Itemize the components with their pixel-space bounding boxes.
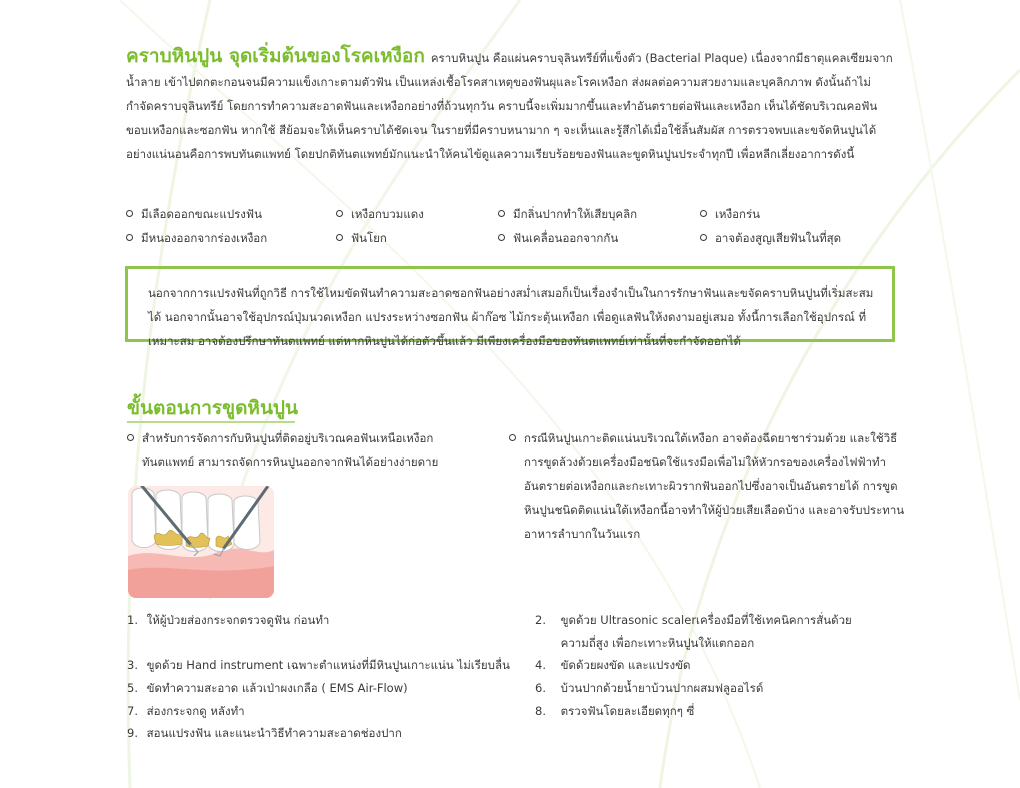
step-item: 8. ตรวจฟันโดยละเอียดทุกๆ ซี่ (535, 704, 695, 718)
symptom-item: มีกลิ่นปากทำให้เสียบุคลิก (498, 203, 637, 225)
symptom-item: เหงือกร่น (700, 203, 760, 225)
step-item: 6. บ้วนปากด้วยน้ำยาบ้วนปากผสมฟลูออไรด์ (535, 681, 764, 695)
ring-bullet-icon (126, 210, 133, 217)
ring-bullet-icon (700, 210, 707, 217)
procedure-title: ขั้นตอนการขูดหินปูน (127, 397, 298, 419)
tip-text: นอกจากการแปรงฟันที่ถูกวิธี การใช้ไหมขัดฟันทำความสะอาดซอกฟันอย่างสม่ำเสมอก็เป็นเรื่องจำเป็นในการรักษาฟันและขจัดคราบหินปูนที่เริ่มสะสมได้ นอกจากนั้นอาจใช้อุปกรณ์ปุ่มนวดเหงือก แปรงระหว่างซอกฟัน ผ้าก๊อซ ไม้กระตุ้นเหงือก เพื่อดูแลฟันให้งดงามอยู่เสมอ ทั้งนี้การเลือกใช้อุปกรณ์ ที่เหมาะสม อาจต้องปรึกษาทันตแพทย์ แต่หากหินปูนได้ก่อตัวขึ้นแล้ว มีเพียงเครื่องมือของทันตแพทย์เท่านั้นที่จะกำจัดออกได้ (148, 286, 874, 348)
tip-box (125, 266, 895, 348)
intro-body: คราบหินปูน คือแผ่นคราบจุลินทรีย์ที่แข็งตัว (Bacterial Plaque) เนื่องจากมีธาตุแคลเซียมจากน้ำลาย เข้าไปตกตะกอนจนมีความแข็งเกาะตามตัวฟัน เป็นแหล่งเชื้อโรคสาเหตุของฟันผุและโรคเหงือก ส่งผลต่อความสวยงามและบุคลิกภาพ ดังนั้นถ้าไม่กำจัดคราบจุลินทรีย์ โดยการทำความสะอาดฟันและเหงือกอย่างที่ถ้วนทุกวัน คราบนี้จะเพิ่มมากขึ้นและทำอันตรายต่อฟันและเหงือก เห็นได้ชัดบริเวณคอฟัน ขอบเหงือกและซอกฟัน หากใช้ สีย้อมจะให้เห็นคราบได้ชัดเจน ในรายที่มีคราบหนามาก ๆ จะเห็นและรู้สึกได้เมื่อใช้ลิ้นสัมผัส การตรวจพบและขจัดหินปูนได้อย่างแน่นอนคือการพบทันตแพทย์ โดยปกติทันตแพทย์มักแนะนำให้คนไข้ดูแลความเรียบร้อยของฟันและขูดหินปูนประจำทุกปี เพื่อหลีกเลี่ยงอาการดังนี้ (126, 51, 893, 161)
procedure-subgingival (509, 426, 909, 546)
ring-bullet-icon (700, 234, 707, 241)
step-item: 1. ให้ผู้ป่วยส่องกระจกตรวจดูฟัน ก่อนทำ (127, 613, 330, 627)
ring-bullet-icon (336, 210, 343, 217)
step-item: 4. ขัดด้วยผงขัด และแปรงขัด (535, 658, 691, 672)
ring-bullet-icon (509, 434, 516, 441)
symptom-item: เหงือกบวมแดง (336, 203, 424, 225)
ring-bullet-icon (498, 210, 505, 217)
title-underline (127, 421, 295, 423)
step-item: 5. ขัดทำความสะอาด แล้วเป่าผงเกลือ ( EMS Air-Flow) (127, 681, 408, 695)
intro-heading: คราบหินปูน จุดเริ่มต้นของโรคเหงือก (126, 45, 425, 67)
ring-bullet-icon (336, 234, 343, 241)
procedure-supragingival (127, 426, 477, 474)
step-item: 7. ส่องกระจกดู หลังทำ (127, 704, 245, 718)
symptom-item: อาจต้องสูญเสียฟันในที่สุด (700, 227, 841, 249)
intro-paragraph (126, 44, 896, 166)
symptom-item: ฟันโยก (336, 227, 387, 249)
ring-bullet-icon (498, 234, 505, 241)
dental-scaling-illustration (128, 486, 274, 598)
step-item-continued: ความถี่สูง เพื่อกะเทาะหินปูนให้แตกออก (560, 636, 755, 650)
ring-bullet-icon (126, 234, 133, 241)
symptom-list (126, 203, 906, 251)
procedure-left-text: สำหรับการจัดการกับหินปูนที่ติดอยู่บริเวณคอฟันเหนือเหงือก ทันตแพทย์ สามารถจัดการหินปูนออกจากฟันได้อย่างง่ายดาย (142, 431, 439, 469)
procedure-right-text: กรณีหินปูนเกาะติดแน่นบริเวณใต้เหงือก อาจต้องฉีดยาชาร่วมด้วย และใช้วิธี การขูดล้วงด้วยเครื่องมือชนิดใช้แรงมือเพื่อไม่ให้หัวกรอของเครื่องไฟฟ้าทำอันตรายต่อเหงือกและกะเทาะผิวรากฟันออกไปซึ่งอาจเป็นอันตรายได้ การขูด หินปูนชนิดติดแน่นใต้เหงือกนี้อาจทำให้ผู้ป่วยเสียเลือดบ้าง และอาจรับประทาน อาหารลำบากในวันแรก (524, 431, 905, 541)
step-item: 2. ขูดด้วย Ultrasonic scalerเครื่องมือที่ใช้เทคนิคการสั่นด้วย (535, 613, 852, 627)
symptom-item: มีหนองออกจากร่องเหงือก (126, 227, 267, 249)
symptom-item: ฟันเคลื่อนออกจากกัน (498, 227, 618, 249)
symptom-row (126, 203, 906, 227)
ring-bullet-icon (127, 434, 134, 441)
symptom-row (126, 227, 906, 251)
step-item: 9. สอนแปรงฟัน และแนะนำวิธีทำความสะอาดช่องปาก (127, 726, 402, 740)
symptom-item: มีเลือดออกขณะแปรงฟัน (126, 203, 262, 225)
step-item: 3. ขูดด้วย Hand instrument เฉพาะตำแหน่งที่มีหินปูนเกาะแน่น ไม่เรียบลื่น (127, 658, 510, 672)
